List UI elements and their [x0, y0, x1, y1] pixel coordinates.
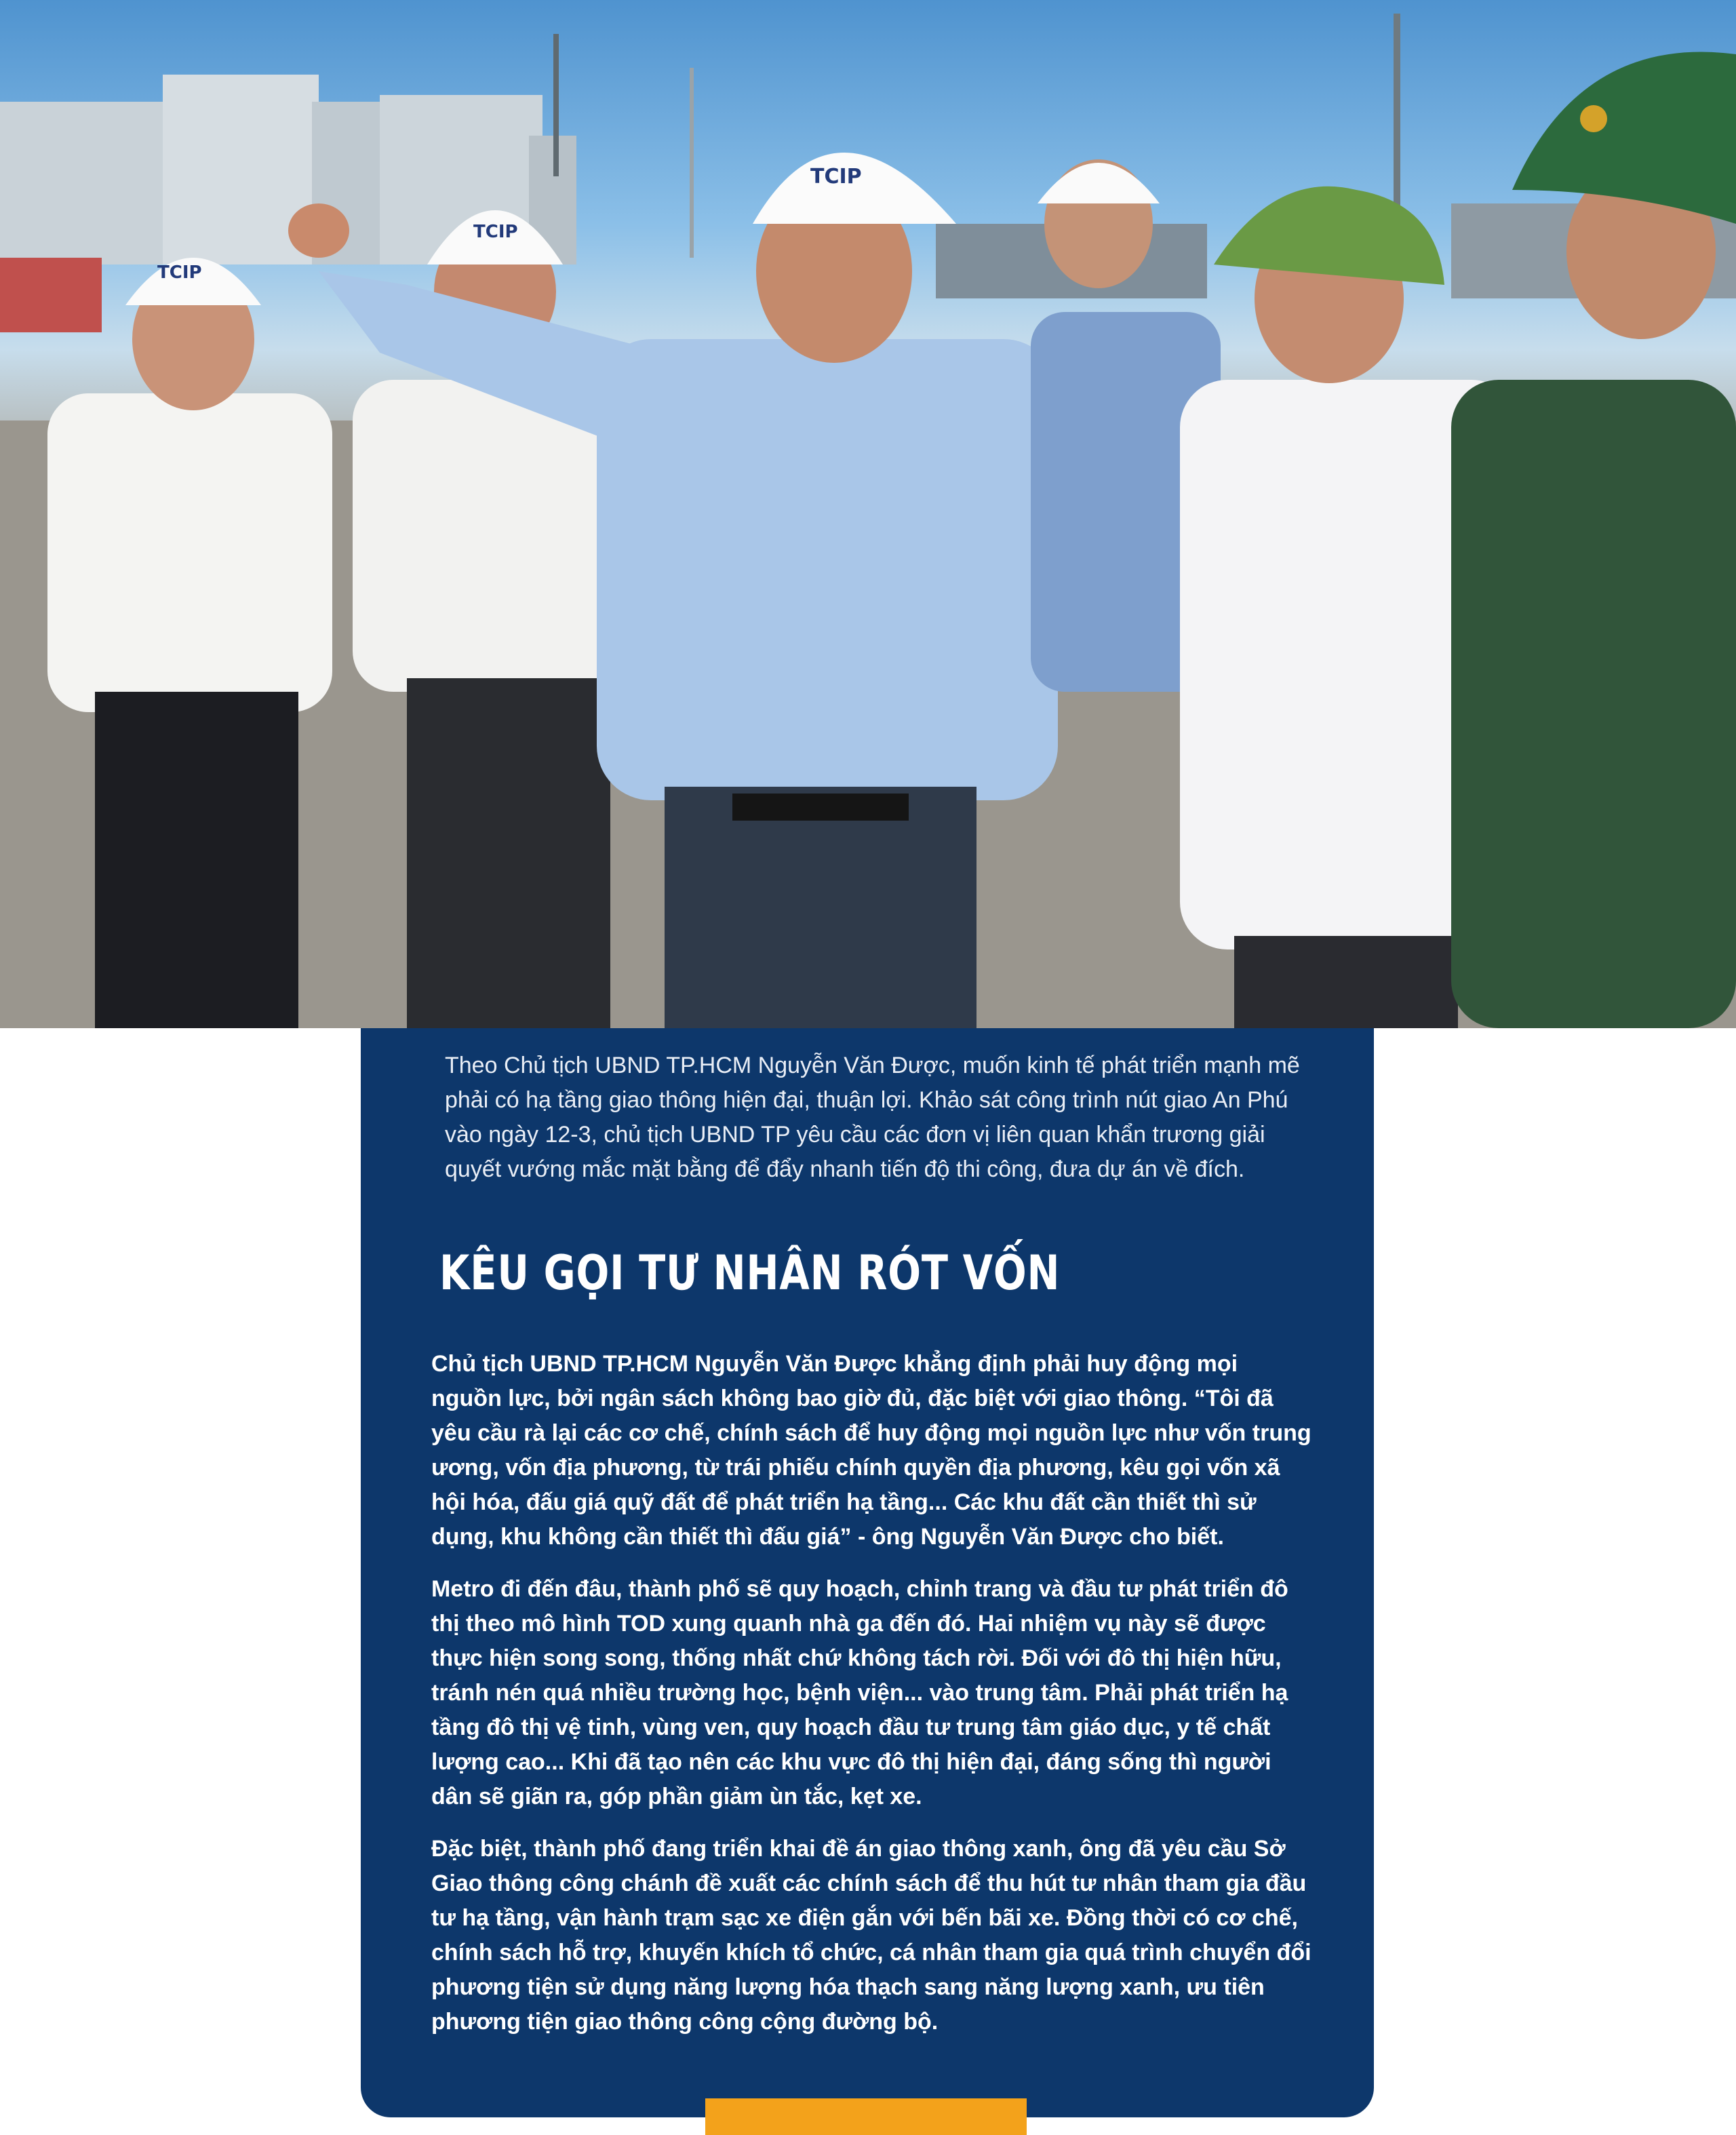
article-paragraph: Chủ tịch UBND TP.HCM Nguyễn Văn Được khẳng định phải huy động mọi nguồn lực, bởi ngân sách không bao giờ đủ, đặc biệt với giao thông. “Tôi đã yêu cầu rà lại các cơ chế, chính sách để huy động mọi nguồn lực như vốn trung ương, vốn địa phương, từ trái phiếu chính quyền địa phương, kêu gọi vốn xã hội hóa, đấu giá quỹ đất để phát triển hạ tầng... Các khu đất cần thiết thì sử dụng, khu không cần thiết thì đấu giá” - ông Nguyễn Văn Được cho biết. [431, 1351, 1311, 1550]
photo-caption: Theo Chủ tịch UBND TP.HCM Nguyễn Văn Được, muốn kinh tế phát triển mạnh mẽ phải có hạ tầng giao thông hiện đại, thuận lợi. Khảo sát công trình nút giao An Phú vào ngày 12-3, chủ tịch UBND TP yêu cầu các đơn vị liên quan khẩn trương giải quyết vướng mắc mặt bằng để đẩy nhanh tiến độ thi công, đưa dự án về đích. [445, 1053, 1300, 1182]
helmet-label: TCIP [473, 222, 518, 242]
helmet-label: TCIP [157, 262, 202, 283]
photo-illustration [0, 0, 1736, 1028]
section-heading: KÊU GỌI TƯ NHÂN RÓT VỐN [439, 1245, 1061, 1301]
article-body [431, 1347, 1313, 2057]
helmet-label: TCIP [810, 165, 862, 189]
article-panel [361, 1028, 1374, 2117]
site-visit-photo [0, 0, 1736, 1028]
accent-bar [705, 2098, 1027, 2135]
person-officer [1451, 52, 1736, 1028]
article-paragraph: Đặc biệt, thành phố đang triển khai đề án giao thông xanh, ông đã yêu cầu Sở Giao thông công chánh đề xuất các chính sách để thu hút tư nhân tham gia đầu tư hạ tầng, vận hành trạm sạc xe điện gắn với bến bãi xe. Đồng thời có cơ chế, chính sách hỗ trợ, khuyến khích tổ chức, cá nhân tham gia quá trình chuyển đổi phương tiện sử dụng năng lượng hóa thạch sang năng lượng xanh, ưu tiên phương tiện giao thông công cộng đường bộ. [431, 1836, 1311, 2035]
article-paragraph: Metro đi đến đâu, thành phố sẽ quy hoạch, chỉnh trang và đầu tư phát triển đô thị theo mô hình TOD xung quanh nhà ga đến đó. Hai nhiệm vụ này sẽ được thực hiện song song, thống nhất chứ không tách rời. Đối với đô thị hiện hữu, tránh nén quá nhiều trường học, bệnh viện... vào trung tâm. Phải phát triển hạ tầng đô thị vệ tinh, vùng ven, quy hoạch đầu tư trung tâm giáo dục, y tế chất lượng cao... Khi đã tạo nên các khu vực đô thị hiện đại, đáng sống thì người dân sẽ giãn ra, góp phần giảm ùn tắc, kẹt xe. [431, 1576, 1288, 1809]
